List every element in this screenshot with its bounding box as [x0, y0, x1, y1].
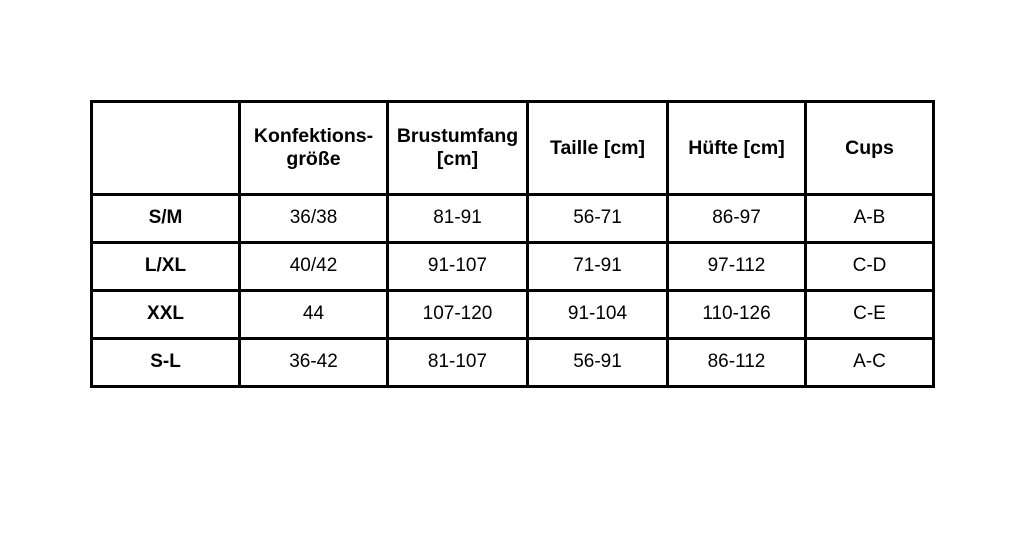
row-label: XXL — [92, 291, 240, 339]
column-header-konfektionsgroesse: Konfektions-größe — [240, 102, 388, 195]
column-header-taille: Taille [cm] — [528, 102, 668, 195]
cell-huefte: 110-126 — [668, 291, 806, 339]
cell-cups: A-C — [806, 339, 934, 387]
cell-taille: 91-104 — [528, 291, 668, 339]
cell-cups: C-E — [806, 291, 934, 339]
cell-konfektionsgroesse: 40/42 — [240, 243, 388, 291]
cell-taille: 71-91 — [528, 243, 668, 291]
table-row — [92, 243, 934, 291]
row-label: S-L — [92, 339, 240, 387]
cell-konfektionsgroesse: 44 — [240, 291, 388, 339]
cell-huefte: 86-112 — [668, 339, 806, 387]
cell-taille: 56-71 — [528, 195, 668, 243]
cell-konfektionsgroesse: 36-42 — [240, 339, 388, 387]
cell-brustumfang: 81-91 — [388, 195, 528, 243]
cell-brustumfang: 91-107 — [388, 243, 528, 291]
row-label: L/XL — [92, 243, 240, 291]
cell-taille: 56-91 — [528, 339, 668, 387]
table-row — [92, 339, 934, 387]
cell-huefte: 86-97 — [668, 195, 806, 243]
column-header-cups: Cups — [806, 102, 934, 195]
row-label: S/M — [92, 195, 240, 243]
cell-huefte: 97-112 — [668, 243, 806, 291]
cell-brustumfang: 81-107 — [388, 339, 528, 387]
cell-cups: C-D — [806, 243, 934, 291]
table-header-row — [92, 102, 934, 195]
column-header-huefte: Hüfte [cm] — [668, 102, 806, 195]
table-row — [92, 291, 934, 339]
cell-cups: A-B — [806, 195, 934, 243]
table-body — [92, 195, 934, 387]
column-header-brustumfang: Brustumfang [cm] — [388, 102, 528, 195]
size-chart-table — [90, 100, 935, 388]
table-header — [92, 102, 934, 195]
cell-brustumfang: 107-120 — [388, 291, 528, 339]
table-row — [92, 195, 934, 243]
cell-konfektionsgroesse: 36/38 — [240, 195, 388, 243]
column-header-empty — [92, 102, 240, 195]
